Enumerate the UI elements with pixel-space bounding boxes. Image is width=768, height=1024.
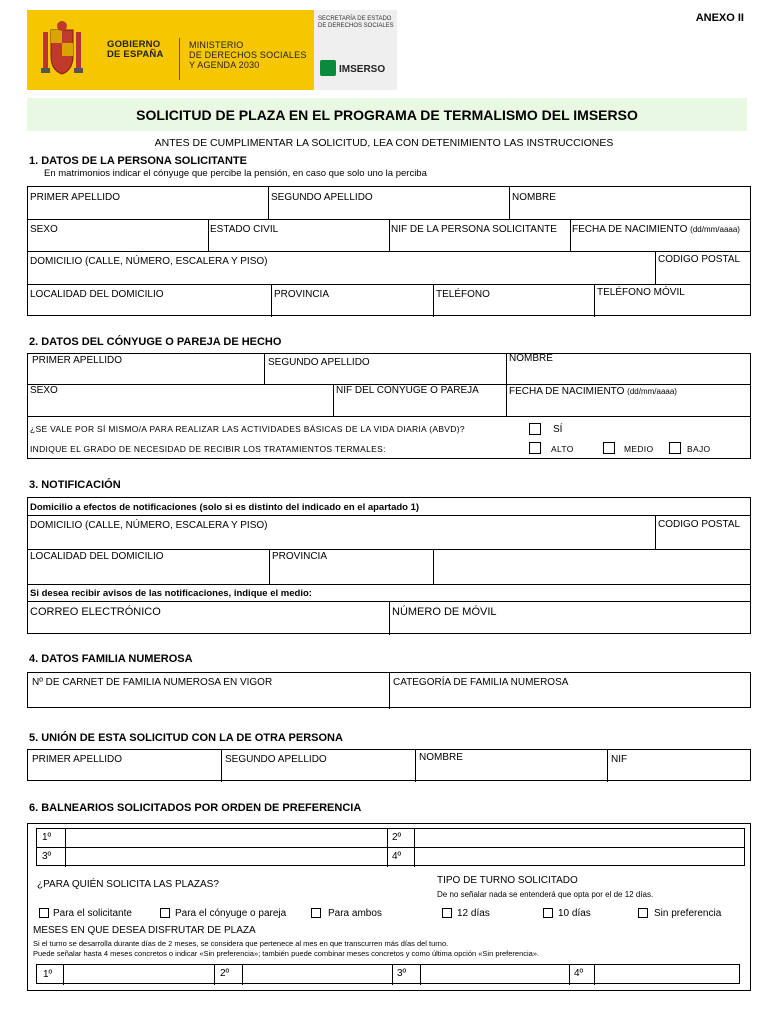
s5-primer-apellido-field[interactable]: PRIMER APELLIDO: [32, 754, 123, 765]
instructions-note: ANTES DE CUMPLIMENTAR LA SOLICITUD, LEA CON DETENIMIENTO LAS INSTRUCCIONES: [154, 137, 614, 149]
s2-segundo-apellido-field[interactable]: SEGUNDO APELLIDO: [268, 357, 370, 368]
s1-fecha-nacimiento-field[interactable]: FECHA DE NACIMIENTO (dd/mm/aaaa): [572, 224, 740, 235]
s1-segundo-apellido-field[interactable]: SEGUNDO APELLIDO: [271, 192, 373, 203]
s3-codigo-postal-field[interactable]: CODIGO POSTAL: [658, 519, 741, 530]
s1-provincia-field[interactable]: PROVINCIA: [274, 289, 330, 300]
s3-provincia-field[interactable]: PROVINCIA: [272, 551, 328, 562]
s1-localidad-field[interactable]: LOCALIDAD DEL DOMICILIO: [30, 289, 164, 300]
grado-alto-label: ALTO: [551, 444, 574, 454]
imserso-icon: [320, 60, 336, 76]
s5-nombre-field[interactable]: NOMBRE: [419, 752, 463, 763]
tipo-turno-note: De no señalar nada se entenderá que opta por el de 12 días.: [437, 890, 654, 899]
s2-nif-field[interactable]: NIF DEL CONYUGE O PAREJA: [336, 385, 479, 396]
s3-movil-field[interactable]: NÚMERO DE MÓVIL: [392, 606, 497, 618]
section-5-table: [27, 749, 751, 781]
grado-bajo-label: BAJO: [687, 444, 711, 454]
secretaria-logo-panel: [314, 10, 397, 90]
coat-of-arms-icon: [39, 20, 85, 80]
meses-question: MESES EN QUE DESEA DISFRUTAR DE PLAZA: [33, 925, 256, 936]
grado-bajo-checkbox[interactable]: [669, 442, 681, 454]
s3-domicilio-field[interactable]: DOMICILIO (CALLE, NÚMERO, ESCALERA Y PISO): [30, 520, 268, 531]
s1-nif-field[interactable]: NIF DE LA PERSONA SOLICITANTE: [391, 224, 557, 235]
s1-domicilio-field[interactable]: DOMICILIO (CALLE, NÚMERO, ESCALERA Y PISO): [30, 256, 268, 267]
para-conyuge-checkbox[interactable]: [160, 908, 170, 918]
para-ambos-checkbox[interactable]: [311, 908, 321, 918]
meses-note-1: Si el turno se desarrolla durante días de 2 meses, se considera que pertenece al mes en que transcurren más días del turno.: [33, 939, 449, 948]
s1-codigo-postal-field[interactable]: CODIGO POSTAL: [658, 254, 741, 265]
doce-dias-label: 12 días: [457, 908, 490, 919]
s1-estado-civil-field[interactable]: ESTADO CIVIL: [210, 224, 279, 235]
s4-categoria-field[interactable]: CATEGORÍA DE FAMILIA NUMEROSA: [393, 677, 569, 688]
title-band: [27, 98, 747, 131]
mes-1-label: 1º: [43, 969, 53, 980]
gobierno-label: GOBIERNO DE ESPAÑA: [107, 39, 164, 60]
s1-sexo-field[interactable]: SEXO: [30, 224, 58, 235]
secretaria-label: SECRETARÍA DE ESTADO DE DERECHOS SOCIALES: [318, 16, 394, 29]
doce-dias-checkbox[interactable]: [442, 908, 452, 918]
grado-alto-checkbox[interactable]: [529, 442, 541, 454]
s1-telefono-field[interactable]: TELÉFONO: [436, 289, 490, 300]
section-3-table: [27, 497, 751, 634]
section-4-table: [27, 672, 751, 708]
diez-dias-label: 10 días: [558, 908, 591, 919]
notif-avisos-note: Si desea recibir avisos de las notificaciones, indique el medio:: [30, 588, 312, 599]
s2-sexo-field[interactable]: SEXO: [30, 385, 58, 396]
section-6-heading: 6. BALNEARIOS SOLICITADOS POR ORDEN DE PREFERENCIA: [29, 802, 362, 814]
page-title: SOLICITUD DE PLAZA EN EL PROGRAMA DE TERMALISMO DEL IMSERSO: [136, 107, 638, 123]
para-quien-question: ¿PARA QUIÉN SOLICITA LAS PLAZAS?: [37, 879, 219, 890]
imserso-label: IMSERSO: [339, 64, 386, 75]
s2-nombre-field[interactable]: NOMBRE: [509, 353, 553, 364]
s5-nif-field[interactable]: NIF: [611, 754, 628, 765]
s4-carnet-field[interactable]: Nº DE CARNET DE FAMILIA NUMEROSA EN VIGOR: [32, 677, 273, 688]
s2-fecha-nacimiento-field[interactable]: FECHA DE NACIMIENTO (dd/mm/aaaa): [509, 386, 677, 397]
section-5-heading: 5. UNIÓN DE ESTA SOLICITUD CON LA DE OTRA PERSONA: [29, 732, 343, 744]
grado-medio-checkbox[interactable]: [603, 442, 615, 454]
meses-grid: [36, 964, 740, 984]
diez-dias-checkbox[interactable]: [543, 908, 553, 918]
section-2-heading: 2. DATOS DEL CÓNYUGE O PAREJA DE HECHO: [29, 336, 282, 348]
ministry-logo-panel: [27, 10, 314, 90]
abvd-si-checkbox[interactable]: [529, 423, 541, 435]
tipo-turno-label: TIPO DE TURNO SOLICITADO: [437, 875, 578, 886]
section-6-table: [27, 823, 751, 991]
s3-localidad-field[interactable]: LOCALIDAD DEL DOMICILIO: [30, 551, 164, 562]
s1-nombre-field[interactable]: NOMBRE: [512, 192, 556, 203]
abvd-si-label: SÍ: [553, 424, 563, 435]
notif-domicilio-note: Domicilio a efectos de notificaciones (solo si es distinto del indicado en el apartado 1): [30, 502, 420, 513]
mes-2-label: 2º: [220, 968, 230, 979]
balneario-3-label: 3º: [42, 851, 52, 862]
balneario-4-label: 4º: [392, 851, 402, 862]
para-conyuge-label: Para el cónyuge o pareja: [175, 908, 287, 919]
sin-preferencia-checkbox[interactable]: [638, 908, 648, 918]
logo-divider: [179, 38, 180, 80]
para-ambos-label: Para ambos: [328, 908, 382, 919]
mes-3-label: 3º: [397, 968, 407, 979]
meses-note-2: Puede señalar hasta 4 meses concretos o indicar «Sin preferencia»; también puede combinar meses concretos y como última opción «Sin preferencia».: [33, 949, 540, 958]
para-solicitante-checkbox[interactable]: [39, 908, 49, 918]
para-solicitante-label: Para el solicitante: [53, 908, 132, 919]
grado-question: INDIQUE EL GRADO DE NECESIDAD DE RECIBIR LOS TRATAMIENTOS TERMALES:: [30, 444, 386, 454]
mes-4-label: 4º: [574, 968, 584, 979]
section-1-heading: 1. DATOS DE LA PERSONA SOLICITANTE: [29, 155, 247, 167]
section-1-table: [27, 186, 751, 316]
s2-primer-apellido-field[interactable]: PRIMER APELLIDO: [32, 355, 123, 366]
anexo-label: ANEXO II: [695, 12, 744, 24]
government-logo-block: [27, 10, 397, 90]
balneario-1-label: 1º: [42, 832, 52, 843]
sin-preferencia-label: Sin preferencia: [654, 908, 722, 919]
s3-correo-field[interactable]: CORREO ELECTRÓNICO: [30, 606, 161, 618]
abvd-question: ¿SE VALE POR SÍ MISMO/A PARA REALIZAR LAS ACTIVIDADES BÁSICAS DE LA VIDA DIARIA (ABVD)?: [30, 424, 465, 434]
balneario-2-label: 2º: [392, 832, 402, 843]
section-2-table: [27, 353, 751, 459]
s1-telefono-movil-field[interactable]: TELÉFONO MÓVIL: [597, 287, 685, 298]
s5-segundo-apellido-field[interactable]: SEGUNDO APELLIDO: [225, 754, 327, 765]
section-1-note: En matrimonios indicar el cónyuge que percibe la pensión, en caso que solo uno la perciba: [44, 168, 427, 179]
ministerio-label: MINISTERIO DE DERECHOS SOCIALES Y AGENDA 2030: [189, 40, 307, 70]
section-3-heading: 3. NOTIFICACIÓN: [29, 479, 121, 491]
s1-primer-apellido-field[interactable]: PRIMER APELLIDO: [30, 192, 121, 203]
grado-medio-label: MEDIO: [624, 444, 654, 454]
section-4-heading: 4. DATOS FAMILIA NUMEROSA: [29, 653, 193, 665]
balnearios-grid: [36, 828, 745, 866]
